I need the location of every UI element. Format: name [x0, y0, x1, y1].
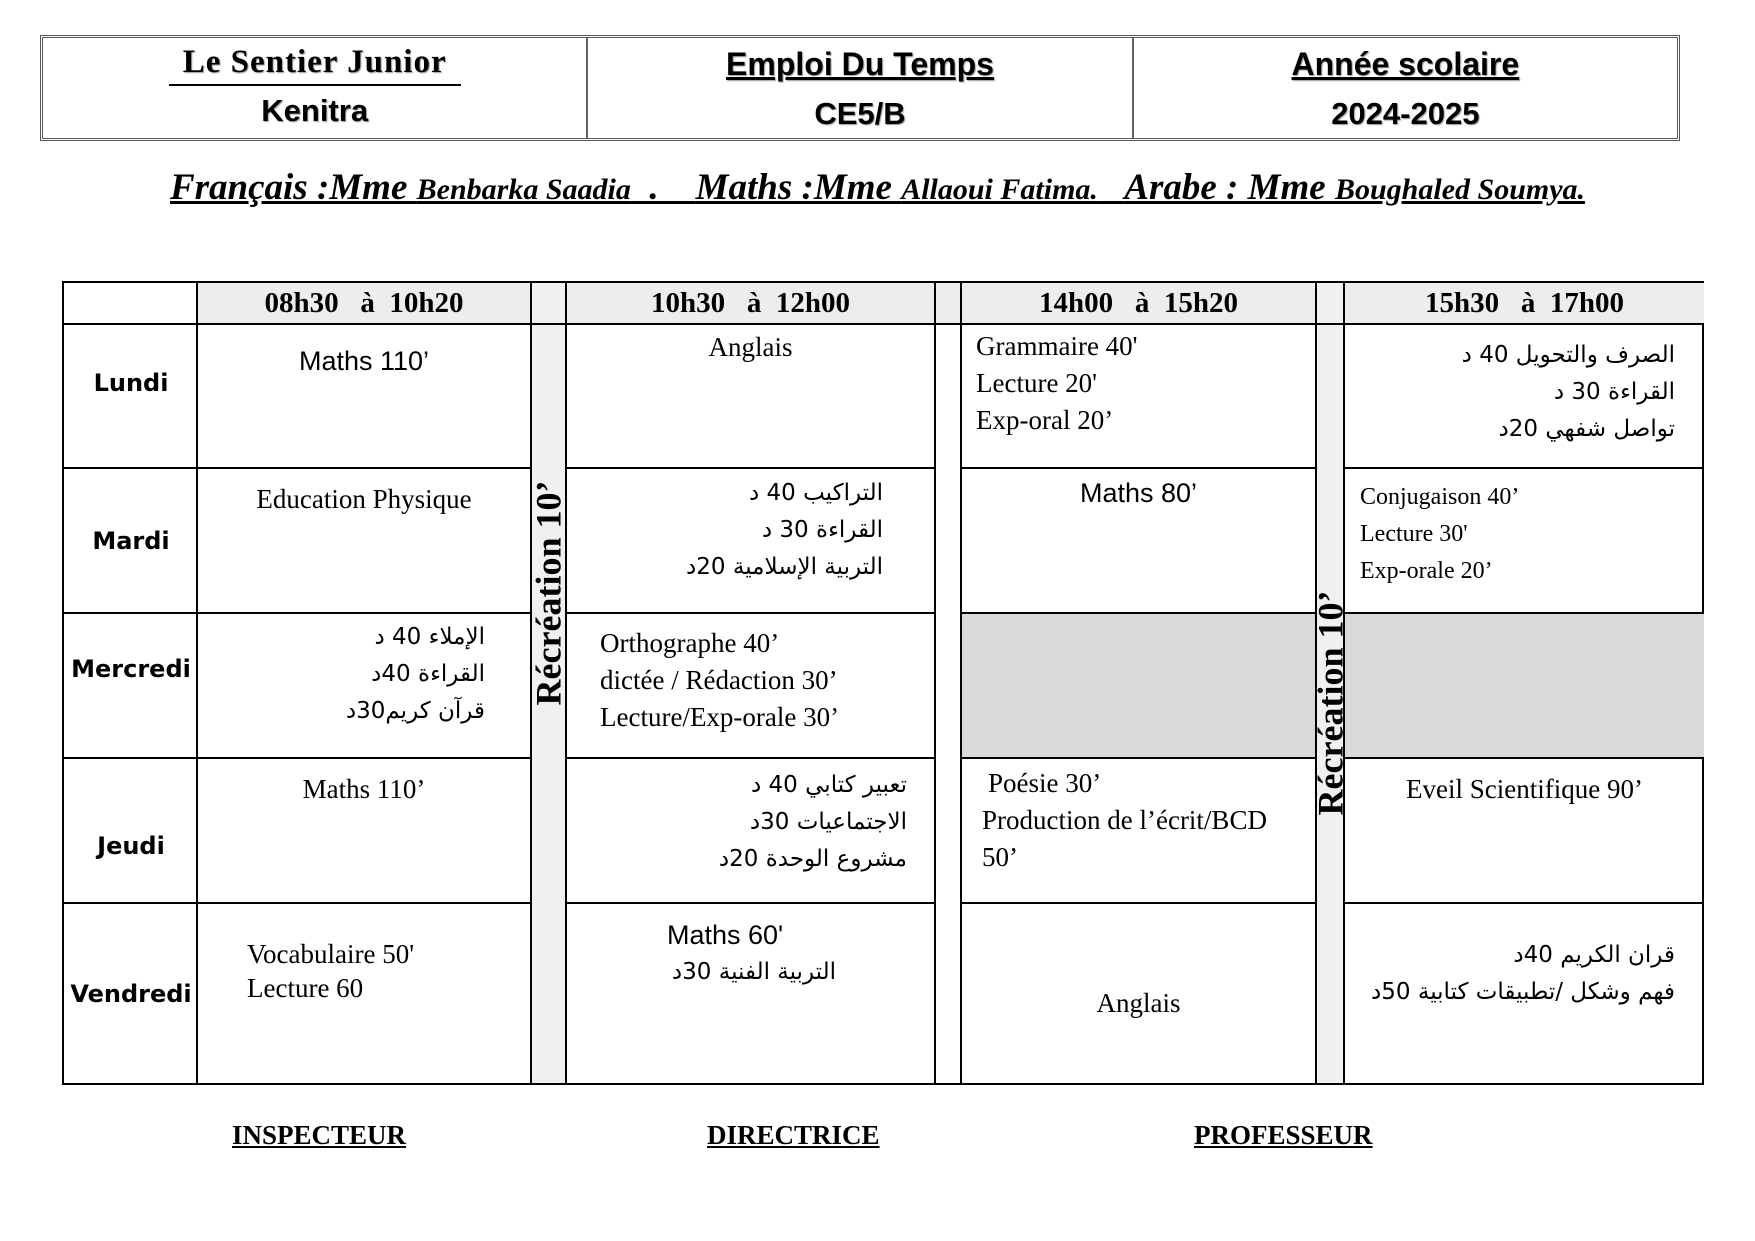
school-name: Le Sentier Junior: [169, 40, 461, 86]
grid-line: [1343, 467, 1704, 469]
lesson-line: التربية الإسلامية 20د: [686, 554, 883, 580]
francais-teacher: Benbarka Saadia: [416, 173, 631, 206]
recreation-label: Récréation 10’: [1310, 590, 1351, 816]
lesson-mardi-s2: [567, 475, 883, 586]
title-cell: [588, 38, 1133, 138]
grid-line: [960, 467, 1317, 469]
lesson-vendredi-s3: [962, 985, 1315, 1022]
lesson-line: Maths 110’: [298, 346, 430, 376]
grid-line: [565, 612, 936, 614]
lesson-mardi-s1: [198, 481, 530, 518]
grid-line: [960, 757, 1317, 759]
lesson-line: Production de l’écrit/BCD: [982, 805, 1267, 835]
day-label-mardi: Mardi: [92, 526, 170, 555]
time-slot-1: 08h30 à 10h20: [198, 283, 530, 323]
lesson-line: dictée / Rédaction 30’: [600, 665, 838, 695]
lesson-line: Maths 60': [667, 920, 784, 950]
teachers-line: [0, 166, 1755, 209]
arabe-label: Arabe : Mme: [1124, 167, 1335, 208]
time-slot-4: 15h30 à 17h00: [1345, 283, 1704, 323]
empty-slot-mercredi-s4: [1345, 612, 1704, 757]
lesson-lundi-s4: [1345, 337, 1675, 448]
time-slot-2: 10h30 à 12h00: [567, 283, 934, 323]
lesson-line: الإملاء 40 د: [374, 624, 485, 650]
lesson-line: Maths 110’: [302, 774, 426, 804]
lesson-line: القراءة 40د: [371, 661, 485, 687]
year-cell: [1134, 38, 1677, 138]
day-label-vendredi: Vendredi: [70, 979, 192, 1008]
lesson-line: Conjugaison 40’: [1360, 484, 1520, 510]
signature-professeur: PROFESSEUR: [1194, 1120, 1373, 1150]
lesson-line: Eveil Scientifique 90’: [1406, 774, 1643, 804]
day-label-lundi: Lundi: [93, 369, 169, 397]
grid-line: [960, 612, 1317, 614]
grid-line: [1343, 902, 1704, 904]
lesson-jeudi-s2: [567, 767, 907, 878]
lesson-line: Grammaire 40': [976, 331, 1138, 361]
lesson-line: مشروع الوحدة 20د: [718, 846, 907, 872]
lesson-mardi-s4: [1360, 479, 1690, 590]
lesson-lundi-s2: [567, 329, 934, 366]
header-box: [40, 35, 1680, 141]
lesson-line: قران الكريم 40د: [1513, 942, 1675, 968]
lesson-line: تواصل شفهي 20د: [1498, 416, 1675, 442]
lesson-line: Lecture 20': [976, 368, 1098, 398]
lesson-line: Vocabulaire 50': [247, 939, 415, 969]
francais-label: Français :Mme: [169, 167, 417, 208]
grid-line: [934, 283, 936, 1083]
empty-slot-mercredi-s3: [962, 612, 1315, 757]
lesson-line: Education Physique: [256, 484, 472, 514]
lesson-line: القراءة 30 د: [761, 517, 883, 543]
lesson-line: قرآن كريم30د: [345, 698, 485, 724]
lesson-line: 50’: [982, 842, 1018, 872]
grid-line: [565, 757, 936, 759]
arabe-teacher: Boughaled Soumya.: [1334, 173, 1586, 206]
recreation-column-afternoon: [1310, 283, 1351, 1083]
lesson-mercredi-s2: [600, 625, 930, 736]
grid-line: [1315, 283, 1317, 1083]
year-label: Année scolaire: [1291, 46, 1520, 82]
grid-line: [960, 283, 962, 1083]
lesson-line: Poésie 30’: [988, 768, 1102, 798]
lesson-line: التراكيب 40 د: [748, 480, 883, 506]
maths-label: Maths :Mme: [695, 167, 902, 208]
lesson-line: Exp-orale 20’: [1360, 558, 1493, 584]
lesson-line: Lecture/Exp-orale 30’: [600, 702, 840, 732]
school-cell: [43, 38, 588, 138]
teachers-sep: .: [630, 167, 696, 208]
school-city: Kenitra: [261, 93, 369, 128]
recreation-label: Récréation 10’: [528, 480, 569, 706]
signature-inspecteur: INSPECTEUR: [232, 1120, 407, 1150]
grid-line: [1343, 612, 1704, 614]
time-slot-3: 14h00 à 15h20: [962, 283, 1315, 323]
lesson-line: Lecture 60: [247, 973, 364, 1003]
grid-line: [565, 902, 936, 904]
lesson-jeudi-s1: [198, 771, 530, 808]
lesson-line: التربية الفنية 30د: [671, 959, 836, 985]
day-label-jeudi: Jeudi: [97, 831, 165, 860]
day-label-mercredi: Mercredi: [71, 655, 191, 683]
lunch-gap-header: [936, 283, 960, 323]
lesson-line: Lecture 30': [1360, 521, 1468, 547]
lesson-line: Maths 80’: [1079, 478, 1198, 508]
lesson-vendredi-s4: [1345, 937, 1675, 1011]
year-value: 2024-2025: [1331, 96, 1480, 131]
lesson-vendredi-s1: [247, 937, 527, 1005]
lesson-line: Exp-oral 20’: [976, 405, 1114, 435]
lesson-line: الاجتماعيات 30د: [749, 809, 907, 835]
lesson-line: القراءة 30 د: [1553, 379, 1675, 405]
doc-title: Emploi Du Temps: [726, 46, 994, 82]
timetable: [62, 281, 1704, 1085]
teachers-sep: [1098, 167, 1124, 208]
lesson-line: Orthographe 40’: [600, 628, 780, 658]
class-name: CE5/B: [814, 96, 906, 131]
signature-directrice: DIRECTRICE: [707, 1120, 880, 1150]
lesson-line: فهم وشكل /تطبيقات كتابية 50د: [1371, 979, 1675, 1005]
grid-line: [960, 902, 1317, 904]
lesson-jeudi-s4: [1345, 771, 1704, 808]
lesson-line: الصرف والتحويل 40 د: [1461, 342, 1675, 368]
lesson-line: Anglais: [708, 332, 793, 362]
grid-line: [64, 323, 1704, 325]
lesson-mardi-s3: [962, 475, 1315, 512]
lesson-lundi-s1: [198, 343, 530, 380]
recreation-column-morning: [528, 283, 569, 1083]
grid-line: [565, 467, 936, 469]
maths-teacher: Allaoui Fatima.: [901, 173, 1098, 206]
lesson-mercredi-s1: [198, 619, 485, 730]
grid-line: [530, 283, 532, 1083]
lesson-vendredi-s2: [567, 917, 934, 991]
lesson-line: تعبير كتابي 40 د: [750, 772, 907, 798]
lesson-line: Anglais: [1096, 988, 1181, 1018]
grid-line: [1343, 757, 1704, 759]
lesson-jeudi-s3: [982, 765, 1312, 876]
lesson-lundi-s3: [976, 328, 1306, 439]
